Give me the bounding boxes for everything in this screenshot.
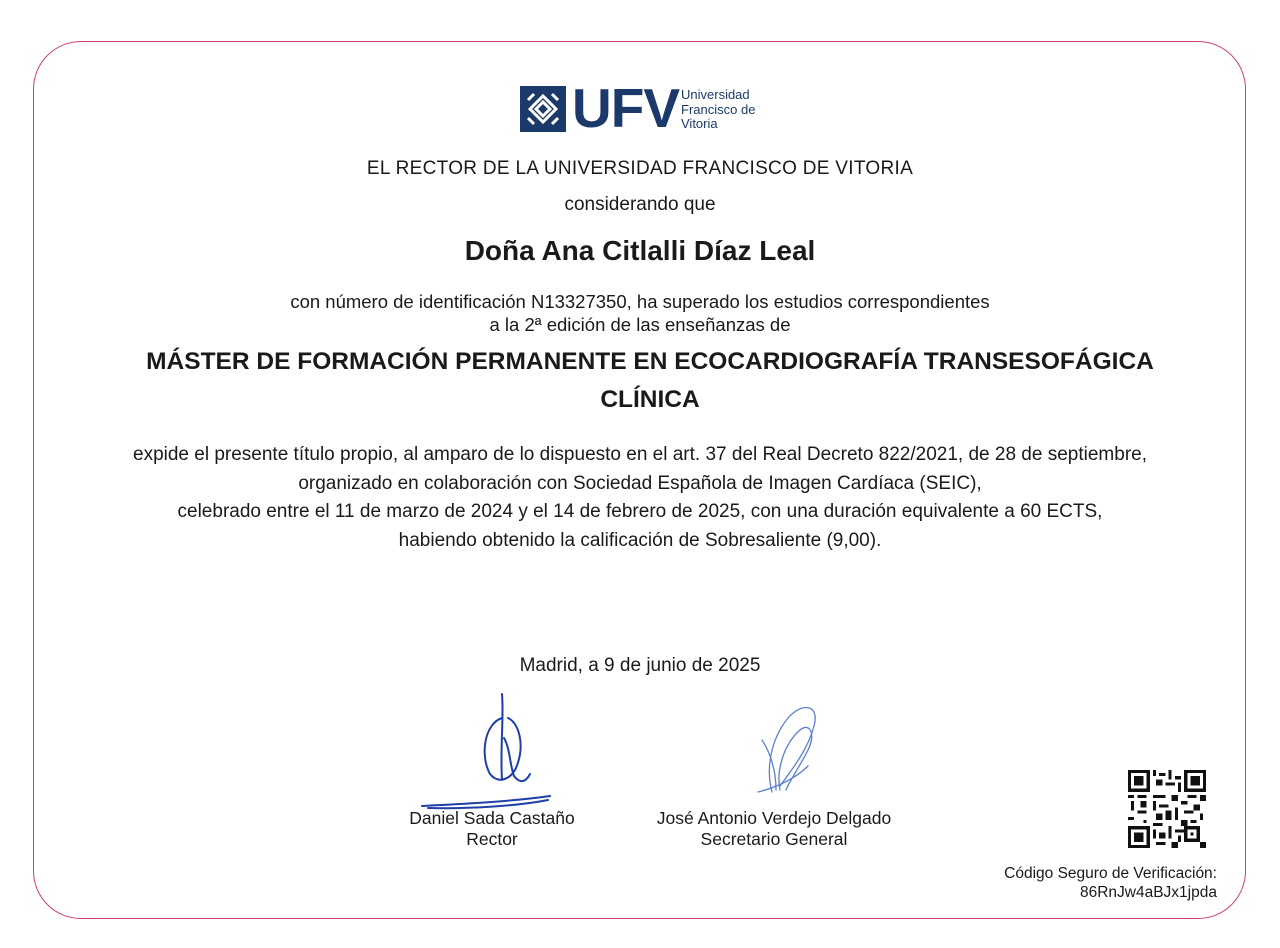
place-date: Madrid, a 9 de junio de 2025 xyxy=(519,655,761,676)
rector-signatory xyxy=(392,808,592,850)
signatory-name: Daniel Sada Castaño xyxy=(409,808,575,828)
university-name: Universidad Francisco de Vitoria xyxy=(681,87,756,131)
ufv-emblem-icon xyxy=(520,86,566,132)
secure-verification-code xyxy=(1004,864,1217,902)
ufv-acronym: UFV xyxy=(572,77,679,139)
signatory-role: Rector xyxy=(466,829,518,849)
identification-text: con número de identificación N13327350, ha superado los estudios correspondientes a la 2ª edición de las enseñanzas de xyxy=(290,291,990,335)
degree-title: MÁSTER DE FORMACIÓN PERMANENTE EN ECOCARDIOGRAFÍA TRANSESOFÁGICA CLÍNICA xyxy=(146,348,1154,413)
signatory-name: José Antonio Verdejo Delgado xyxy=(656,808,892,828)
considering-text: considerando que xyxy=(564,194,716,215)
verification-qr-icon xyxy=(1128,770,1206,848)
secretary-signature-icon xyxy=(750,700,830,800)
issuer-heading: EL RECTOR DE LA UNIVERSIDAD FRANCISCO DE VITORIA xyxy=(366,158,914,179)
verification-code: 86RnJw4aBJx1jpda xyxy=(1079,884,1217,901)
certificate-body: expide el presente título propio, al amparo de lo dispuesto en el art. 37 del Real Decreto 822/2021, de 28 de septiembre, organizado en colaboración con Sociedad Española de Imagen Cardíaca (SEIC), celebrado entre el 11 de marzo de 2024 y el 14 de febrero de 2025, con una duración equivalente a 60 ECTS, habiendo obtenido la calificación de Sobresaliente (9,00). xyxy=(133,444,1147,551)
recipient-name: Doña Ana Citlalli Díaz Leal xyxy=(464,235,816,266)
verification-label: Código Seguro de Verificación: xyxy=(1004,865,1217,882)
signatory-role: Secretario General xyxy=(700,829,848,849)
rector-signature-icon xyxy=(418,688,558,813)
secretary-signatory xyxy=(632,808,916,850)
